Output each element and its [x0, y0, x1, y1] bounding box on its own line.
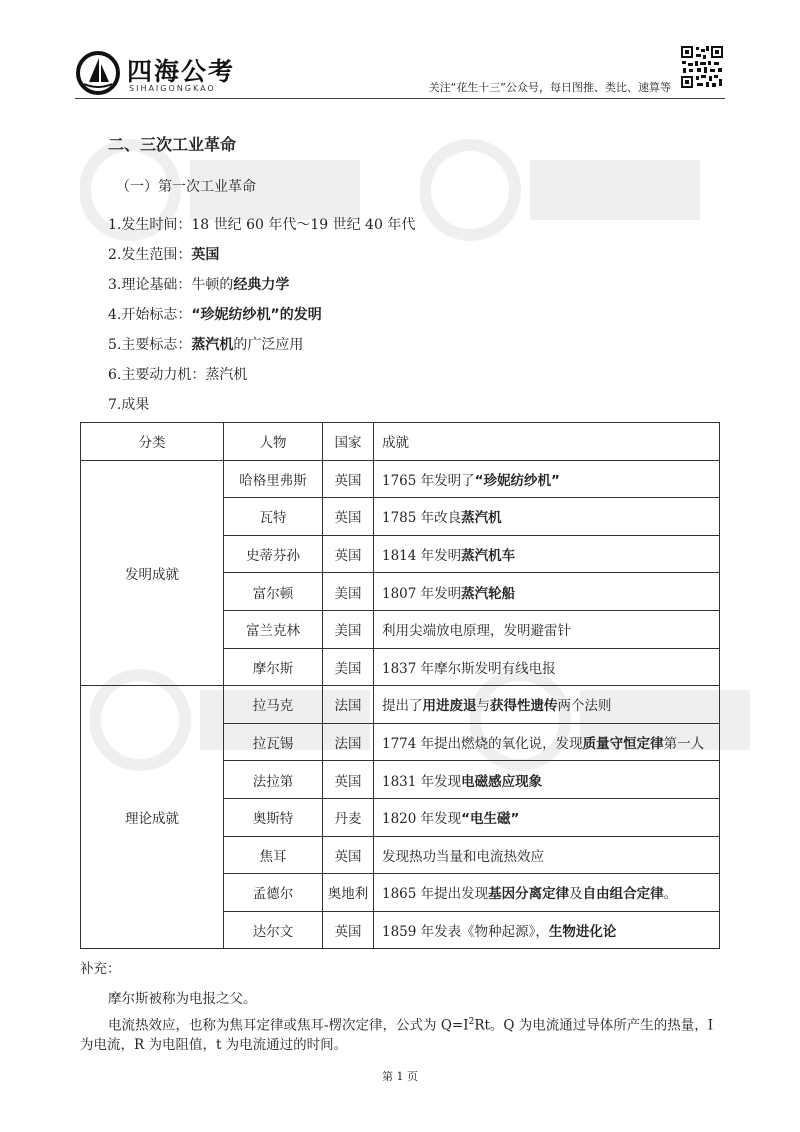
fact-line: 7.成果 — [108, 397, 150, 413]
person-cell: 法拉第 — [224, 761, 323, 799]
country-cell: 英国 — [323, 761, 374, 799]
achievement-cell: 发现热功当量和电流热效应 — [374, 836, 720, 874]
person-cell: 拉马克 — [224, 686, 323, 724]
achievement-cell: 1820 年发现“电生磁” — [374, 798, 720, 836]
fact-line: 4.开始标志：“珍妮纺纱机”的发明 — [108, 307, 322, 323]
header-person: 人物 — [224, 423, 323, 461]
achievement-cell: 1837 年摩尔斯发明有线电报 — [374, 648, 720, 686]
supplement-paragraph-2: 电流热效应，也称为焦耳定律或焦耳-楞次定律，公式为 $Q=I^2Rt$。Q 为电流通过导体所产生的热量，I — [108, 1017, 714, 1034]
table-header-row — [81, 423, 720, 461]
achievement-cell: 提出了用进废退与获得性遗传两个法则 — [374, 686, 720, 724]
qr-code-icon[interactable] — [679, 44, 725, 90]
person-cell: 孟德尔 — [224, 874, 323, 912]
country-cell: 英国 — [323, 498, 374, 536]
table-row — [81, 686, 720, 724]
sailboat-logo-icon — [75, 50, 121, 96]
country-cell: 丹麦 — [323, 798, 374, 836]
fact-line: 2.发生范围：英国 — [108, 247, 220, 263]
person-cell: 奥斯特 — [224, 798, 323, 836]
brand-subtitle: SIHAIGONGKAO — [129, 84, 216, 93]
fact-line: 5.主要标志：蒸汽机的广泛应用 — [108, 337, 304, 353]
header-promo-text: 关注“花生十三”公众号，每日图推、类比、速算等 — [428, 81, 671, 94]
category-cell: 理论成就 — [81, 686, 224, 949]
supplement-paragraph-1: 摩尔斯被称为电报之父。 — [108, 991, 257, 1007]
person-cell: 拉瓦锡 — [224, 723, 323, 761]
country-cell: 美国 — [323, 573, 374, 611]
header-category: 分类 — [81, 423, 224, 461]
achievement-cell: 1774 年提出燃烧的氧化说，发现质量守恒定律第一人 — [374, 723, 720, 761]
country-cell: 奥地利 — [323, 874, 374, 912]
supplement-title: 补充： — [80, 961, 121, 977]
achievement-cell: 1785 年改良蒸汽机 — [374, 498, 720, 536]
brand-name: 四海公考 — [127, 57, 236, 86]
achievement-cell: 利用尖端放电原理，发明避雷针 — [374, 610, 720, 648]
achievement-cell: 1765 年发明了“珍妮纺纱机” — [374, 460, 720, 498]
achievement-cell: 1807 年发明蒸汽轮船 — [374, 573, 720, 611]
table-row — [81, 460, 720, 498]
person-cell: 富兰克林 — [224, 610, 323, 648]
achievement-cell: 1859 年发表《物种起源》，生物进化论 — [374, 911, 720, 949]
fact-line: 3.理论基础：牛顿的经典力学 — [108, 277, 290, 293]
fact-line: 1.发生时间：18 世纪 60 年代～19 世纪 40 年代 — [108, 217, 416, 233]
country-cell: 英国 — [323, 911, 374, 949]
country-cell: 法国 — [323, 686, 374, 724]
achievements-table — [80, 422, 720, 949]
fact-line: 6.主要动力机：蒸汽机 — [108, 367, 248, 383]
person-cell: 摩尔斯 — [224, 648, 323, 686]
subsection-title: （一）第一次工业革命 — [116, 179, 256, 195]
header-country: 国家 — [323, 423, 374, 461]
page-number: 第 1 页 — [382, 1070, 418, 1083]
person-cell: 富尔顿 — [224, 573, 323, 611]
section-title: 二、三次工业革命 — [108, 135, 237, 154]
country-cell: 英国 — [323, 460, 374, 498]
supplement-paragraph-3: 为电流，R 为电阻值，t 为电流通过的时间。 — [80, 1037, 348, 1053]
person-cell: 焦耳 — [224, 836, 323, 874]
country-cell: 美国 — [323, 648, 374, 686]
category-cell: 发明成就 — [81, 460, 224, 686]
achievement-cell: 1865 年提出发现基因分离定律及自由组合定律。 — [374, 874, 720, 912]
achievement-cell: 1814 年发明蒸汽机车 — [374, 535, 720, 573]
person-cell: 哈格里弗斯 — [224, 460, 323, 498]
watermark-logo — [420, 120, 720, 260]
country-cell: 法国 — [323, 723, 374, 761]
country-cell: 英国 — [323, 836, 374, 874]
page-header — [75, 40, 725, 99]
person-cell: 史蒂芬孙 — [224, 535, 323, 573]
country-cell: 美国 — [323, 610, 374, 648]
country-cell: 英国 — [323, 535, 374, 573]
header-achievement: 成就 — [374, 423, 720, 461]
person-cell: 瓦特 — [224, 498, 323, 536]
person-cell: 达尔文 — [224, 911, 323, 949]
achievement-cell: 1831 年发现电磁感应现象 — [374, 761, 720, 799]
